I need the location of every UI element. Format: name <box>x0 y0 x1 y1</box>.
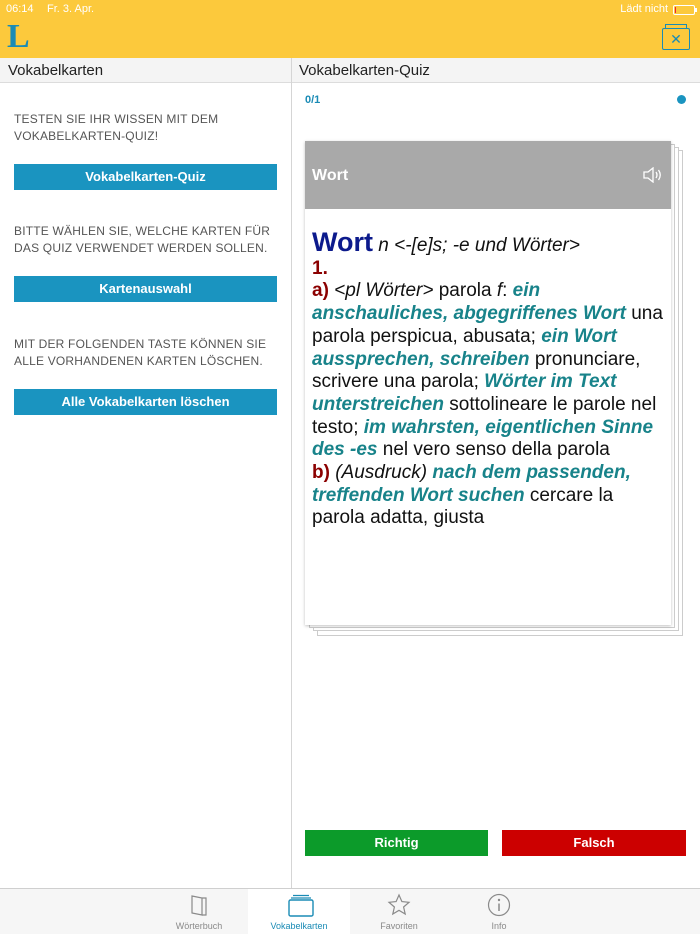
langenscheidt-logo: L <box>7 18 30 55</box>
wrong-button[interactable]: Falsch <box>502 830 686 856</box>
example-2: ein Wort aussprechen, schreiben <box>312 325 617 370</box>
usage-note: (Ausdruck) <box>329 462 428 484</box>
card-selection-button[interactable]: Kartenauswahl <box>14 276 277 302</box>
status-bar <box>0 0 700 20</box>
cards-icon <box>287 893 315 917</box>
info-icon <box>487 893 511 917</box>
example-1: ein anschauliches, abgegriffenes Wort <box>312 280 626 325</box>
entry-headword: Wort <box>312 227 373 257</box>
subsense-a: a) <box>312 280 329 302</box>
flashcard-word: Wort <box>312 167 349 184</box>
book-icon <box>187 893 211 917</box>
colon: : <box>502 280 513 302</box>
translation-1: una parola perspicua, abusata; <box>312 303 663 347</box>
flashcard-header <box>305 141 671 209</box>
status-time: 06:14 <box>6 3 34 15</box>
translation-main: parola <box>433 280 497 302</box>
translation-5: cercare la parola adatta, giusta <box>312 484 614 529</box>
sense-number: 1. <box>312 257 328 279</box>
plural-note: <pl Wörter> <box>328 280 434 302</box>
quiz-intro-text: TESTEN SIE IHR WISSEN MIT DEM VOKABELKARTEN-QUIZ! <box>14 112 219 143</box>
tab-label: Favoriten <box>380 921 418 931</box>
progress-dot <box>677 95 686 104</box>
vocab-quiz-button[interactable]: Vokabelkarten-Quiz <box>14 164 277 190</box>
tab-bar <box>0 888 700 934</box>
right-section-title: Vokabelkarten-Quiz <box>292 58 700 83</box>
speaker-icon[interactable] <box>643 167 663 183</box>
tab-vokabelkarten[interactable] <box>248 889 350 934</box>
flashcard-entry <box>312 227 668 530</box>
tab-label: Vokabelkarten <box>270 921 328 931</box>
gender-mark: f <box>496 280 503 302</box>
left-section-title: Vokabelkarten <box>0 58 291 83</box>
card-selection-text: BITTE WÄHLEN SIE, WELCHE KARTEN FÜR DAS QUIZ VERWENDET WERDEN SOLLEN. <box>14 224 271 255</box>
tab-label: Info <box>491 921 507 931</box>
app-header <box>0 0 700 58</box>
translation-4: nel vero senso della parola <box>377 439 610 461</box>
entry-grammar: n <-[e]s; -e und Wörter> <box>373 235 580 256</box>
quiz-counter: 0/1 <box>305 94 321 106</box>
tab-favoriten[interactable] <box>348 889 450 934</box>
flashcard-close-icon[interactable]: ✕ <box>662 28 690 50</box>
subsense-b: b) <box>312 462 330 484</box>
battery-icon <box>673 5 695 15</box>
pane-divider <box>291 58 292 888</box>
tab-woerterbuch[interactable] <box>148 889 250 934</box>
example-3: Wörter im Text unterstreichen <box>312 371 617 415</box>
status-charging: Lädt nicht <box>620 3 668 15</box>
correct-button[interactable]: Richtig <box>305 830 488 856</box>
translation-2: pronunciare, scrivere una parola; <box>312 348 641 393</box>
delete-cards-text: MIT DER FOLGENDEN TASTE KÖNNEN SIE ALLE VORHANDENEN KARTEN LÖSCHEN. <box>14 337 267 368</box>
status-date: Fr. 3. Apr. <box>47 3 95 15</box>
flashcard[interactable] <box>305 141 671 625</box>
example-4: im wahrsten, eigentlichen Sinne des -es <box>312 416 654 461</box>
example-5: nach dem passenden, treffenden Wort suchen <box>312 462 631 506</box>
delete-all-cards-button[interactable]: Alle Vokabelkarten löschen <box>14 389 277 415</box>
translation-3: sottolineare le parole nel testo; <box>312 393 657 438</box>
star-icon <box>387 893 411 917</box>
tab-label: Wörterbuch <box>175 921 223 931</box>
tab-info[interactable] <box>448 889 550 934</box>
